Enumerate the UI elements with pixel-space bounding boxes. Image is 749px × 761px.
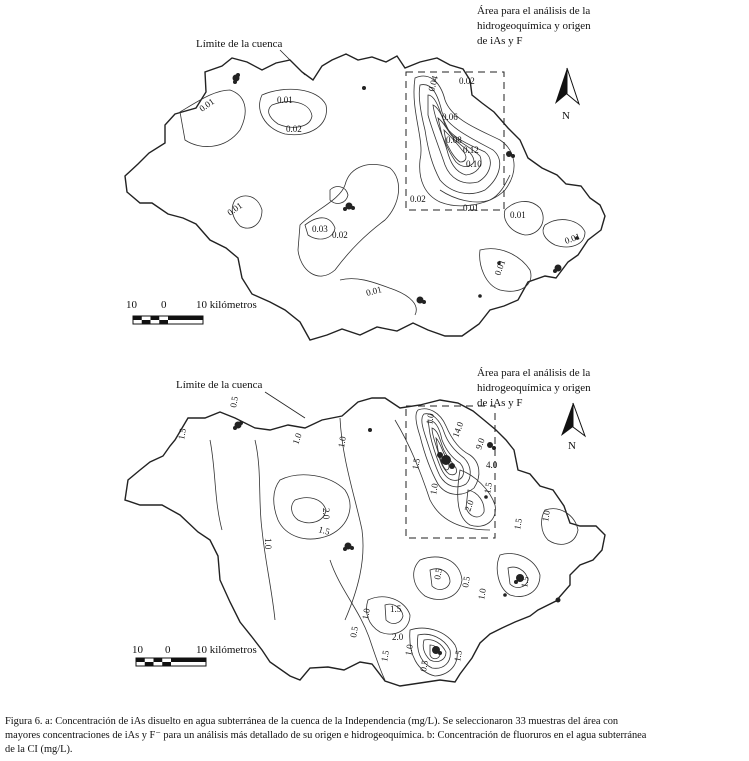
svg-text:0: 0 xyxy=(161,299,167,311)
svg-text:N: N xyxy=(562,110,570,122)
figure-caption xyxy=(5,715,745,757)
contour-label: 0.06 xyxy=(442,112,458,122)
contour-label: 0.04 xyxy=(426,74,441,93)
basin-label-b: Límite de la cuenca xyxy=(176,379,263,391)
contour-label: 1.5 xyxy=(519,575,531,589)
contour-label: 1.5 xyxy=(482,481,494,495)
svg-text:10: 10 xyxy=(132,644,143,656)
contour-label: 4.0 xyxy=(486,460,498,470)
contour-label: 0.5 xyxy=(348,625,360,639)
contour-label: 0.01 xyxy=(225,200,245,218)
contour-label: 1.0 xyxy=(403,643,415,657)
contour-label: 1.5 xyxy=(379,649,391,663)
scale-bar-a xyxy=(126,299,257,324)
contour-label: 0.02 xyxy=(410,194,426,204)
contour-label: 0.01 xyxy=(277,95,293,105)
contour-label: 9.0 xyxy=(473,436,487,451)
contour-label: 0.5 xyxy=(432,567,444,581)
contour-label: 0.08 xyxy=(446,135,462,145)
contour-label: 0.02 xyxy=(286,124,302,134)
basin-boundary-b xyxy=(125,398,605,686)
svg-text:10 kilómetros: 10 kilómetros xyxy=(196,299,257,311)
contour-label: 0.01 xyxy=(492,258,508,277)
contour-label: 1.0 xyxy=(540,509,552,523)
contour-label: 0.01 xyxy=(364,284,383,298)
caption-line: Figura 6. a: Concentración de iAs disuelto en agua subterránea de la cuenca de la Independencia (mg/L). Se seleccionaron 33 muestras del área con xyxy=(5,716,619,727)
contour-label: 0.5 xyxy=(460,575,472,589)
sample-clusters-b xyxy=(233,421,561,655)
contour-label: 0.02 xyxy=(459,76,475,86)
contour-label: 2.0 xyxy=(462,498,476,513)
contour-label: 1.5 xyxy=(452,649,464,663)
north-arrow-a xyxy=(555,68,579,122)
basin-label-a: Límite de la cuenca xyxy=(196,38,283,50)
contour-label: 1.0 xyxy=(360,607,372,621)
area-label-b-line2: hidrogeoquímica y origen xyxy=(477,382,591,394)
contour-label: 1.0 xyxy=(290,431,304,446)
contour-label: 0.01 xyxy=(510,210,526,220)
svg-text:0: 0 xyxy=(165,644,171,656)
contour-label: 1.5 xyxy=(410,457,422,471)
svg-text:10: 10 xyxy=(126,299,137,311)
contour-label: 0.03 xyxy=(312,224,328,234)
contour-label: 0.5 xyxy=(228,395,240,409)
scale-bar-b xyxy=(132,644,257,666)
contour-label: 1.5 xyxy=(176,427,188,441)
contour-label: 0.01 xyxy=(463,203,479,213)
area-label-b-line3: de iAs y F xyxy=(477,397,523,409)
map-a-arsenic xyxy=(125,5,605,340)
contour-label: 0.10 xyxy=(466,159,482,169)
north-arrow-b xyxy=(561,403,585,452)
contour-label: 1.0 xyxy=(336,435,348,449)
map-b-fluoride xyxy=(125,367,605,686)
caption-line: mayores concentraciones de iAs y F⁻ para un análisis más detallado de su origen e hidrogeoquímica. b: Concentración de fluoruros en el agua subterránea xyxy=(5,730,647,741)
svg-text:10 kilómetros: 10 kilómetros xyxy=(196,644,257,656)
basin-leader-a xyxy=(280,50,305,75)
contour-label: 1.5 xyxy=(317,524,331,537)
study-area-box-b xyxy=(406,406,495,538)
contour-label: 0.01 xyxy=(197,96,217,114)
contour-label: 1.5 xyxy=(512,517,524,531)
svg-text:N: N xyxy=(568,440,576,452)
area-label-b-line1: Área para el análisis de la xyxy=(477,367,591,379)
basin-leader-b xyxy=(265,392,305,418)
contour-label: 1.0 xyxy=(263,538,273,550)
area-label-a-line1: Área para el análisis de la xyxy=(477,5,591,17)
contour-label: 1.5 xyxy=(390,604,402,614)
area-label-a-line2: hidrogeoquímica y origen xyxy=(477,20,591,32)
contour-label: 1.0 xyxy=(476,587,488,601)
contour-labels-a xyxy=(197,74,581,298)
caption-line: de la CI (mg/L). xyxy=(5,744,73,755)
area-label-a-line3: de iAs y F xyxy=(477,35,523,47)
contour-label: 2.0 xyxy=(321,508,331,520)
basin-boundary-a xyxy=(125,54,605,340)
contour-label: 14.0 xyxy=(450,420,466,439)
contour-label: 0.01 xyxy=(563,231,582,246)
contour-label: 2.0 xyxy=(392,632,404,642)
contour-label: 0.5 xyxy=(418,659,430,673)
contour-label: 0.02 xyxy=(332,230,348,240)
contour-label: 1.0 xyxy=(424,412,436,426)
contour-label: 0.12 xyxy=(463,145,479,155)
contour-label: 1.0 xyxy=(428,482,440,496)
contours-a xyxy=(180,76,585,315)
